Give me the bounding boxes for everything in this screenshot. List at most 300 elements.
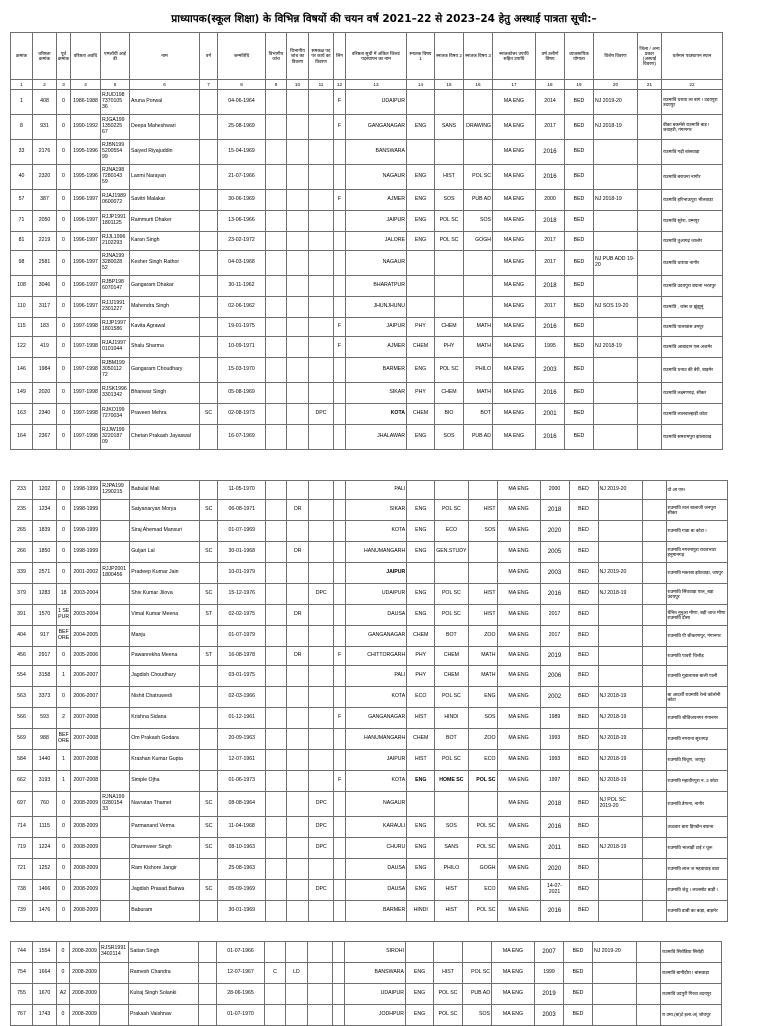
cell-period: 1996-1997 — [70, 297, 100, 318]
column-number-cell: 22 — [661, 80, 722, 90]
cell-cat: SC — [199, 404, 217, 425]
cell-s3 — [468, 542, 497, 563]
cell-s1 — [407, 792, 435, 817]
cell-g — [333, 404, 345, 425]
cell-prev: 0 — [57, 318, 71, 337]
cell-dist: UDAIPUR — [345, 984, 406, 1005]
cell-s3: GOGH — [468, 859, 497, 880]
cell-pg: MA ENG — [497, 500, 540, 521]
cell-de — [265, 211, 286, 232]
cell-de — [265, 425, 286, 450]
cell-de_detail — [287, 666, 309, 687]
cell-spec: NJ 2018-19 — [598, 750, 642, 771]
cell-dist: BARMER — [345, 358, 406, 383]
cell-de_detail — [286, 232, 308, 251]
cell-eq — [308, 425, 333, 450]
column-number-cell: 8 — [217, 80, 265, 90]
cell-empid — [100, 963, 129, 984]
cell-dist: HANUMANGARH — [346, 729, 407, 750]
cell-de — [265, 1005, 286, 1026]
table-row — [11, 542, 728, 563]
cell-pg: MA ENG — [492, 404, 535, 425]
cell-oth — [642, 605, 666, 626]
header-cell: एम्प्लॉयी आई डी — [100, 33, 129, 80]
cell-name: Prakash Vaishnav — [129, 1005, 199, 1026]
cell-prof: BED — [569, 521, 598, 542]
cell-period: 2006-2007 — [71, 687, 101, 708]
cell-pg: MA ENG — [492, 984, 535, 1005]
header-cell: वरिष्ठता अवधि — [70, 33, 100, 80]
cell-dob: 30-11-1962 — [217, 276, 265, 297]
cell-oth — [642, 817, 666, 838]
cell-post: राउमावि तुआगढ़ जालोर — [661, 232, 722, 251]
cell-pg: MA ENG — [497, 521, 540, 542]
cell-de — [266, 687, 287, 708]
cell-dist: JAIPUR — [345, 318, 406, 337]
column-number-cell: 14 — [406, 80, 434, 90]
cell-s1: CHEM — [407, 626, 435, 647]
cell-post: राउमावि गढ़ी बांसवाड़ा — [661, 140, 722, 165]
cell-pg: MA ENG — [497, 542, 540, 563]
cell-s1: ECO — [407, 687, 435, 708]
cell-de_detail — [286, 115, 308, 140]
cell-de — [265, 165, 286, 190]
cell-de_detail — [286, 1005, 308, 1026]
cell-period: 2006-2007 — [71, 666, 101, 687]
cell-sno: 554 — [11, 666, 33, 687]
cell-yr: 2002 — [540, 687, 569, 708]
cell-post: राउमावि गुड़ालायस बाली पाली — [666, 666, 727, 687]
cell-spec — [593, 1005, 637, 1026]
cell-s1 — [407, 481, 435, 500]
cell-cat: ST — [200, 647, 218, 666]
cell-g — [333, 211, 345, 232]
cell-s1: ENG — [407, 584, 435, 605]
cell-pg: MA ENG — [492, 318, 535, 337]
cell-oth — [642, 880, 666, 901]
cell-dob: 06-08-1971 — [218, 500, 266, 521]
cell-eq — [309, 521, 334, 542]
cell-pg: MA ENG — [492, 942, 535, 963]
column-number-cell: 17 — [492, 80, 535, 90]
cell-de — [266, 859, 287, 880]
cell-empid: RJJP2001 1800456 — [101, 563, 130, 584]
cell-name: Gangaram Dhakar — [129, 276, 199, 297]
cell-prof: BED — [569, 542, 598, 563]
cell-cat — [199, 963, 217, 984]
cell-oth — [642, 481, 666, 500]
cell-oth — [637, 211, 661, 232]
cell-empid: RJAJ1997 0101044 — [100, 337, 129, 358]
cell-g — [333, 297, 345, 318]
column-number-cell: 6 — [129, 80, 199, 90]
cell-de_detail — [286, 984, 308, 1005]
header-cell: स्नातक विषय 3 — [463, 33, 492, 80]
cell-post: राउमावि धनाउ की बेरी, बाड़मेर — [661, 358, 722, 383]
cell-pg: MA ENG — [492, 963, 535, 984]
cell-s1: ENG — [407, 817, 435, 838]
cell-s1 — [406, 90, 434, 115]
header-cell: वर्तमान पदस्थापन स्थान — [661, 33, 722, 80]
cell-sno: 164 — [11, 425, 33, 450]
cell-sen: 2176 — [33, 140, 57, 165]
cell-post: राउमावि लक्ष्मणगढ़, सीकर — [661, 383, 722, 404]
cell-prof: BED — [564, 251, 593, 276]
cell-prof: BED — [569, 838, 598, 859]
cell-yr: 2017 — [535, 232, 564, 251]
cell-de_detail — [287, 584, 309, 605]
column-number-cell: 4 — [70, 80, 100, 90]
cell-oth — [637, 232, 661, 251]
cell-empid: RJJP1997 1801586 — [100, 318, 129, 337]
cell-pg: MA ENG — [497, 647, 540, 666]
cell-dob: 12-07-1961 — [218, 750, 266, 771]
cell-de_detail — [286, 358, 308, 383]
cell-post: राउमावि नगराना सूरतगढ़ — [666, 729, 727, 750]
cell-prev: 1 — [57, 771, 71, 792]
cell-sno: 738 — [11, 880, 33, 901]
cell-s3 — [463, 251, 492, 276]
cell-yr: 2020 — [540, 521, 569, 542]
cell-pg: MA ENG — [497, 666, 540, 687]
cell-s1: ENG — [406, 232, 434, 251]
cell-period: 2007-2008 — [71, 729, 101, 750]
cell-name: Pradeep Kumar Jain — [130, 563, 200, 584]
cell-prev: 0 — [57, 337, 71, 358]
cell-s3: POL SC — [468, 901, 497, 922]
cell-spec — [598, 666, 642, 687]
cell-empid — [101, 729, 130, 750]
cell-s2: HOME SC — [435, 771, 468, 792]
cell-oth — [642, 563, 666, 584]
cell-s3 — [468, 563, 497, 584]
cell-period: 1997-1998 — [70, 425, 100, 450]
cell-pg: MA ENG — [492, 165, 535, 190]
cell-prev: 0 — [57, 859, 71, 880]
cell-s2: SANS — [435, 838, 468, 859]
cell-sen: 2571 — [33, 563, 57, 584]
cell-eq — [308, 90, 333, 115]
cell-pg: MA ENG — [497, 792, 540, 817]
cell-prof: BED — [569, 750, 598, 771]
table-row — [11, 942, 722, 963]
cell-oth — [642, 626, 666, 647]
cell-cat — [199, 251, 217, 276]
cell-pg: MA ENG — [492, 1005, 535, 1026]
cell-dist: JALORE — [345, 232, 406, 251]
column-number-cell: 15 — [434, 80, 463, 90]
cell-eq — [308, 358, 333, 383]
cell-eq — [309, 771, 334, 792]
cell-s2: HINDI — [435, 708, 468, 729]
cell-pg: MA ENG — [497, 481, 540, 500]
cell-s3: ZOO — [468, 626, 497, 647]
cell-prev: 0 — [57, 542, 71, 563]
cell-cat — [199, 211, 217, 232]
cell-pg: MA ENG — [497, 626, 540, 647]
cell-yr: 2017 — [535, 297, 564, 318]
cell-yr: 2005 — [540, 542, 569, 563]
cell-empid — [101, 521, 130, 542]
cell-s2: POL SC — [435, 584, 468, 605]
header-cell: विभागीय जांच — [265, 33, 286, 80]
cell-eq: DPC — [308, 404, 333, 425]
table-row — [11, 817, 728, 838]
cell-de_detail — [286, 297, 308, 318]
cell-g — [334, 792, 346, 817]
column-number-cell: 20 — [593, 80, 637, 90]
column-number-cell: 2 — [33, 80, 57, 90]
cell-name: Saitan Singh — [129, 942, 199, 963]
cell-oth — [642, 901, 666, 922]
cell-spec — [593, 404, 637, 425]
cell-name: Chetan Prakash Jayaswal — [129, 425, 199, 450]
cell-prof: BED — [564, 90, 593, 115]
cell-empid: RJBM199 3050112 72 — [100, 358, 129, 383]
cell-sen: 3193 — [33, 771, 57, 792]
cell-oth — [642, 838, 666, 859]
cell-spec — [598, 647, 642, 666]
cell-prof: BED — [569, 792, 598, 817]
cell-s1 — [406, 251, 434, 276]
cell-sen: 2917 — [33, 647, 57, 666]
cell-empid — [101, 901, 130, 922]
cell-dob: 01-07-1970 — [217, 1005, 265, 1026]
cell-pg: MA ENG — [492, 425, 535, 450]
cell-yr: 2001 — [535, 404, 564, 425]
cell-g — [334, 729, 346, 750]
table-row — [11, 584, 728, 605]
cell-prev: 0 — [57, 880, 71, 901]
cell-de — [265, 318, 286, 337]
cell-dob: 04-03-1968 — [217, 251, 265, 276]
cell-s2: HIST — [434, 963, 463, 984]
cell-s2 — [434, 942, 463, 963]
cell-period: 1996-1997 — [70, 251, 100, 276]
cell-sen: 2320 — [33, 165, 57, 190]
cell-name: Karan Singh — [129, 232, 199, 251]
cell-period: 1990-1992 — [70, 115, 100, 140]
cell-pg: MA ENG — [497, 901, 540, 922]
cell-pg: MA ENG — [497, 859, 540, 880]
cell-g — [334, 542, 346, 563]
cell-s2: POL SC — [434, 358, 463, 383]
cell-g — [333, 942, 345, 963]
cell-empid — [100, 984, 129, 1005]
cell-eq — [309, 901, 334, 922]
cell-sno: 115 — [11, 318, 33, 337]
cell-post: राउमावि उदपुरी गिरवा उदयपुर — [661, 984, 722, 1005]
cell-s2: POL SC — [434, 232, 463, 251]
cell-oth — [642, 542, 666, 563]
table-row — [11, 165, 723, 190]
cell-spec: NJ 2018-19 — [598, 771, 642, 792]
cell-sen: 2367 — [33, 425, 57, 450]
cell-dob: 01-07-1969 — [218, 521, 266, 542]
cell-sen: 1115 — [33, 817, 57, 838]
cell-spec — [593, 140, 637, 165]
cell-post: राउमावि लाल ज महवाघाड़ बाटा — [666, 859, 727, 880]
cell-eq — [309, 500, 334, 521]
cell-g: F — [333, 115, 345, 140]
cell-prev: 0 — [57, 358, 71, 383]
cell-s3: ECO — [468, 880, 497, 901]
header-cell: स्नातक विषय 1 — [406, 33, 434, 80]
table-row — [11, 232, 723, 251]
cell-yr: 2020 — [540, 859, 569, 880]
cell-post: दो आ एरु। — [666, 481, 727, 500]
cell-prev: BEF ORE — [57, 729, 71, 750]
cell-de_detail — [287, 750, 309, 771]
cell-post: राउमावि डेगाना, नागौर — [666, 792, 727, 817]
cell-s2: POL SC — [435, 605, 468, 626]
cell-spec — [593, 276, 637, 297]
cell-prof: BED — [569, 584, 598, 605]
cell-period: 1996-1997 — [70, 232, 100, 251]
cell-yr: 1997 — [540, 771, 569, 792]
cell-name: Gangaram Choudhary — [129, 358, 199, 383]
cell-spec: NJ 2018-19 — [598, 687, 642, 708]
cell-yr: 2006 — [540, 666, 569, 687]
cell-g — [334, 901, 346, 922]
header-cell: वर्ग — [199, 33, 217, 80]
cell-prof: BED — [569, 880, 598, 901]
cell-de — [266, 626, 287, 647]
cell-de_detail: DR — [287, 605, 309, 626]
cell-de — [265, 232, 286, 251]
cell-g — [333, 383, 345, 404]
cell-oth — [642, 647, 666, 666]
cell-de_detail: LD — [286, 963, 308, 984]
cell-dist: KOTA — [346, 771, 407, 792]
table-row — [11, 297, 723, 318]
cell-s1: ENG — [406, 165, 434, 190]
table-row — [11, 859, 728, 880]
cell-prof: BED — [569, 481, 598, 500]
table-row — [11, 521, 728, 542]
cell-spec: NJ PUB ADD 19-20 — [593, 251, 637, 276]
cell-de_detail: DR — [287, 500, 309, 521]
cell-prev: A2 — [57, 984, 70, 1005]
cell-empid: RJPA199 1290215 — [101, 481, 130, 500]
cell-sen: 760 — [33, 792, 57, 817]
cell-name: Navratan Thamet — [130, 792, 200, 817]
cell-s3: SOS — [463, 211, 492, 232]
cell-dist: JAIPUR — [346, 563, 407, 584]
cell-de_detail — [287, 521, 309, 542]
cell-s2: POL SC — [435, 500, 468, 521]
cell-spec: NJ 2018-19 — [593, 190, 637, 211]
cell-yr: 2016 — [540, 901, 569, 922]
cell-sno: 33 — [11, 140, 33, 165]
cell-dist: NAGAUR — [345, 251, 406, 276]
cell-s2: PHY — [434, 337, 463, 358]
cell-name: Saiyed Riyajuddin — [129, 140, 199, 165]
column-number-cell: 11 — [308, 80, 333, 90]
page-title: प्राध्यापक(स्कूल शिक्षा) के विभिन्न विषयों की चयन वर्ष 2021–22 से 2023–24 हेतु अस्थाई पात्रता सूची:– — [171, 13, 597, 25]
cell-s1: CHEM — [407, 729, 435, 750]
cell-cat — [199, 318, 217, 337]
cell-eq — [308, 963, 333, 984]
cell-g: F — [333, 90, 345, 115]
cell-de — [266, 817, 287, 838]
header-cell: विभागीय जांच का विवरण — [286, 33, 308, 80]
cell-empid — [101, 817, 130, 838]
cell-de — [266, 901, 287, 922]
cell-s2 — [434, 251, 463, 276]
cell-dist: PALI — [346, 666, 407, 687]
cell-prof: BED — [564, 425, 593, 450]
cell-prev: 0 — [57, 425, 71, 450]
cell-prev: 0 — [57, 942, 70, 963]
cell-prev: 0 — [57, 500, 71, 521]
cell-s1: HIST — [407, 708, 435, 729]
cell-de — [265, 140, 286, 165]
cell-pg: MA ENG — [492, 383, 535, 404]
cell-sno: 569 — [11, 729, 33, 750]
cell-prof: BED — [569, 708, 598, 729]
cell-oth — [637, 358, 661, 383]
cell-s3: POL SC — [468, 771, 497, 792]
cell-yr: 2016 — [535, 140, 564, 165]
cell-prof: BED — [569, 563, 598, 584]
cell-dist: GANGANAGAR — [346, 708, 407, 729]
cell-de — [266, 880, 287, 901]
cell-pg: MA ENG — [492, 115, 535, 140]
cell-pg: MA ENG — [497, 687, 540, 708]
cell-de — [266, 542, 287, 563]
cell-de_detail — [287, 792, 309, 817]
cell-de — [266, 750, 287, 771]
cell-dob: 01-07-1979 — [218, 626, 266, 647]
cell-spec — [598, 901, 642, 922]
cell-period: 2008-2009 — [71, 838, 101, 859]
cell-dist: SIKAR — [345, 383, 406, 404]
cell-empid — [101, 687, 130, 708]
cell-dob: 21-07-1966 — [217, 165, 265, 190]
cell-dob: 15-03-1970 — [217, 358, 265, 383]
cell-de — [265, 276, 286, 297]
cell-s3 — [463, 942, 492, 963]
cell-cat — [200, 859, 218, 880]
cell-s3: HIST — [468, 500, 497, 521]
cell-cat — [200, 687, 218, 708]
cell-s3: HIST — [468, 584, 497, 605]
cell-s1: ENG — [406, 211, 434, 232]
cell-empid — [101, 626, 130, 647]
cell-name: Baburam — [130, 901, 200, 922]
cell-spec: NJ 2018-19 — [598, 708, 642, 729]
cell-prev: 1 SE PUR — [57, 605, 71, 626]
cell-prof: BED — [569, 687, 598, 708]
cell-de — [265, 984, 286, 1005]
cell-de_detail — [287, 771, 309, 792]
cell-post: राउमावि श्रीविजयनगर गंगानगर — [666, 708, 727, 729]
cell-prev: 18 — [57, 584, 71, 605]
cell-dist: BHARATPUR — [345, 276, 406, 297]
cell-post: राउमावि जेठू । लालसोट बाड़ी ! — [666, 880, 727, 901]
cell-prof: BED — [569, 817, 598, 838]
cell-prev: 0 — [57, 383, 71, 404]
cell-s3: GOGH — [463, 232, 492, 251]
cell-prof: BED — [564, 942, 593, 963]
cell-dob: 10-01-1979 — [218, 563, 266, 584]
cell-dist: CHITTORGARH — [346, 647, 407, 666]
cell-spec — [593, 425, 637, 450]
cell-dob: 25-08-1963 — [218, 859, 266, 880]
cell-sno: 122 — [11, 337, 33, 358]
cell-de_detail — [287, 563, 309, 584]
